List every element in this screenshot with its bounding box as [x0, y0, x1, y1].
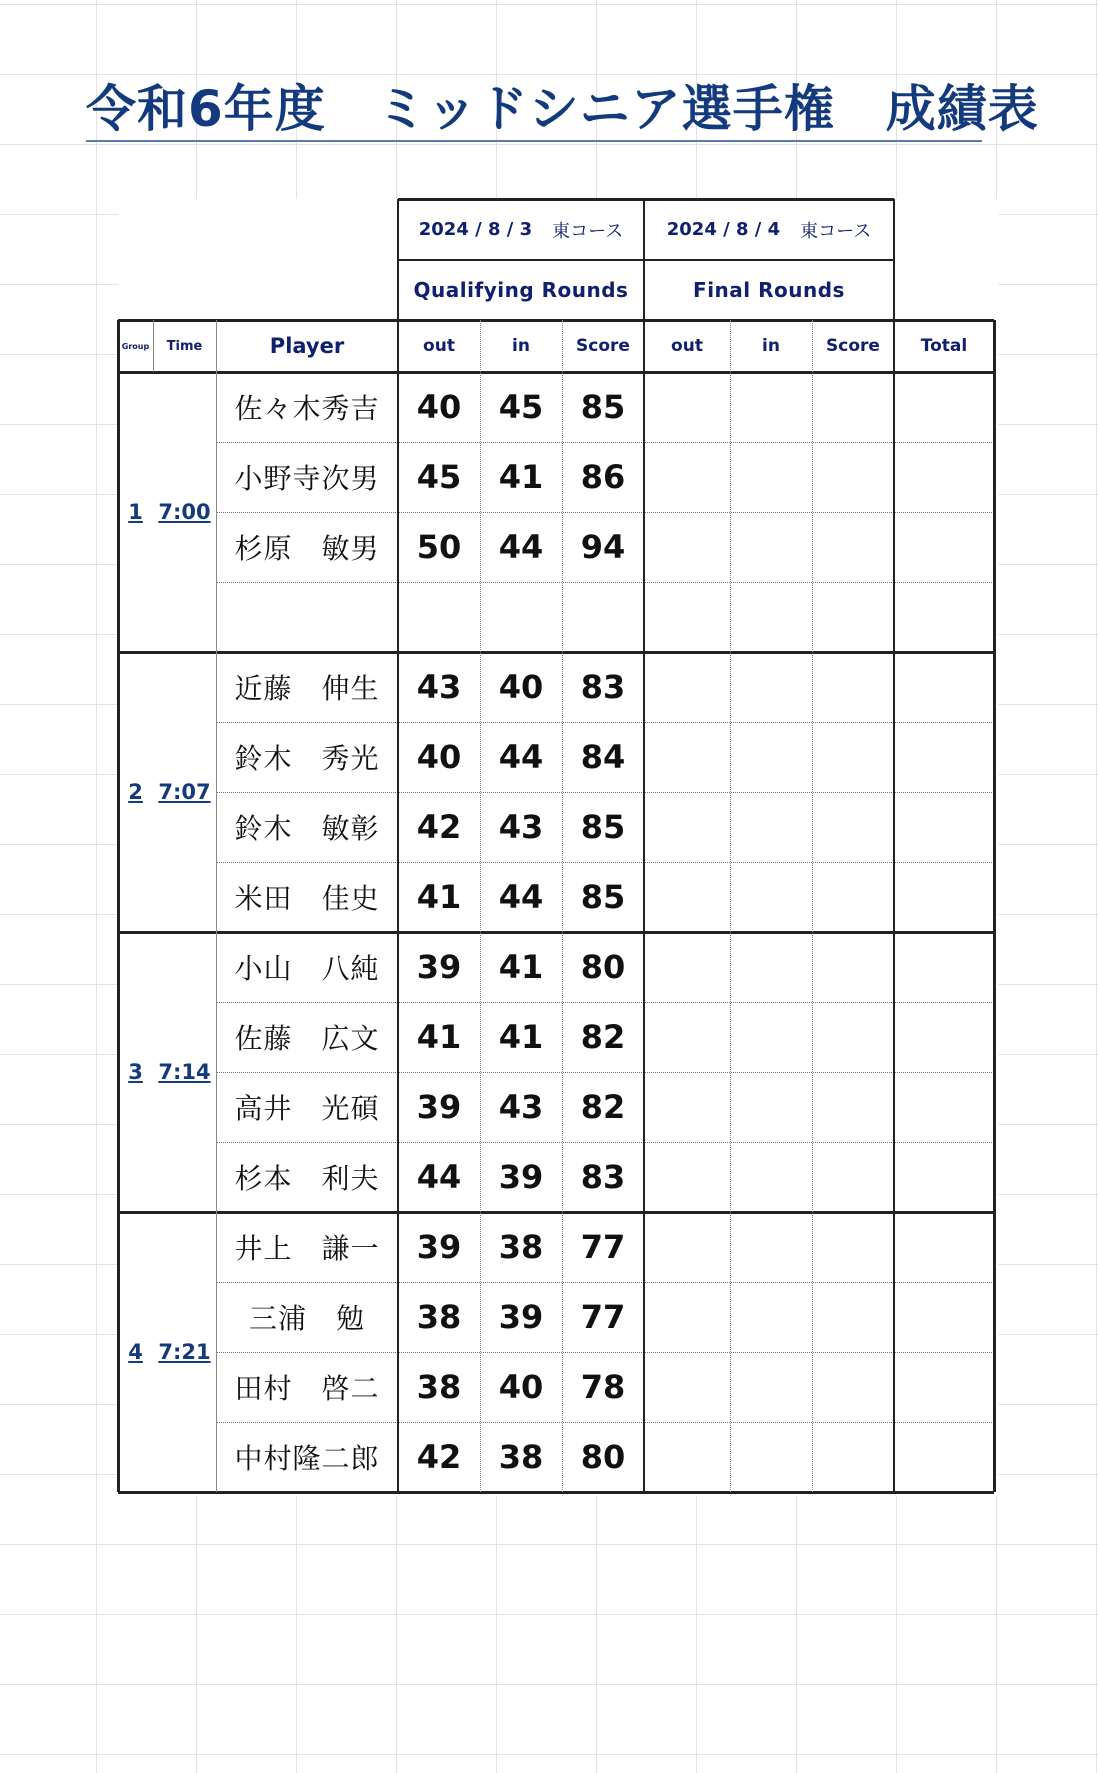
final-out-score — [644, 442, 730, 512]
player-name: 杉原 敏男 — [234, 532, 380, 565]
qualifying-total-score: 80 — [580, 948, 626, 986]
qualifying-out-score: 44 — [416, 1158, 462, 1196]
final-in-score — [730, 1212, 812, 1282]
final-in-score — [730, 792, 812, 862]
qualifying-in-score: 38 — [498, 1228, 544, 1266]
qualifying-out-score: 45 — [416, 458, 462, 496]
group-number: 2 — [128, 780, 143, 804]
qualifying-out-score: 40 — [416, 738, 462, 776]
final-in-score — [730, 932, 812, 1002]
qualifying-total-score: 77 — [580, 1228, 626, 1266]
grand-total — [894, 1142, 994, 1212]
grid-line — [643, 199, 645, 1492]
grid-line — [117, 320, 120, 1492]
grand-total — [894, 1212, 994, 1282]
final-total-score — [812, 372, 894, 442]
grand-total — [894, 1352, 994, 1422]
qualifying-total-score: 80 — [580, 1438, 626, 1476]
qualifying-total-score: 86 — [580, 458, 626, 496]
grid-line — [118, 319, 994, 322]
final-out-score — [644, 652, 730, 722]
final-total-score — [812, 862, 894, 932]
qualifying-in-score: 40 — [498, 668, 544, 706]
final-out-score — [644, 1142, 730, 1212]
tee-time: 7:07 — [158, 780, 211, 804]
player-name: 田村 啓二 — [234, 1372, 380, 1405]
player-name: 小野寺次男 — [234, 462, 380, 495]
player-name: 近藤 伸生 — [234, 672, 380, 705]
qualifying-out-score: 38 — [416, 1368, 462, 1406]
final-out-score — [644, 1422, 730, 1492]
qualifying-total-score: 84 — [580, 738, 626, 776]
final-total-score — [812, 1352, 894, 1422]
qualifying-total-score: 85 — [580, 878, 626, 916]
grand-total — [894, 652, 994, 722]
player-name: 小山 八純 — [234, 952, 380, 985]
qualifying-total-score: 83 — [580, 1158, 626, 1196]
score-table — [118, 199, 998, 1496]
grid-line — [398, 198, 894, 201]
grid-line — [118, 1491, 994, 1494]
grand-total — [894, 582, 994, 652]
qualifying-score-header: Score — [576, 336, 630, 356]
final-in-score — [730, 1282, 812, 1352]
grid-line — [216, 320, 217, 1492]
final-in-score — [730, 1422, 812, 1492]
final-total-score — [812, 722, 894, 792]
final-date: 2024 / 8 / 4 — [666, 219, 781, 240]
grid-line — [893, 199, 895, 1492]
qualifying-out-score: 38 — [416, 1298, 462, 1336]
final-out-score — [644, 1072, 730, 1142]
grand-total — [894, 722, 994, 792]
qualifying-total-score: 85 — [580, 808, 626, 846]
grand-total — [894, 372, 994, 442]
final-total-score — [812, 512, 894, 582]
final-total-score — [812, 1212, 894, 1282]
qualifying-in-score: 44 — [498, 738, 544, 776]
final-total-score — [812, 1422, 894, 1492]
grid-line — [216, 582, 994, 583]
qualifying-total-score: 83 — [580, 668, 626, 706]
grand-total — [894, 1072, 994, 1142]
final-total-score — [812, 1282, 894, 1352]
grid-line — [216, 512, 994, 513]
final-out-score — [644, 582, 730, 652]
final-out-score — [644, 1002, 730, 1072]
final-in-score — [730, 1002, 812, 1072]
grand-total — [894, 792, 994, 862]
qualifying-date-header — [398, 199, 644, 260]
qualifying-total-score — [562, 582, 644, 652]
grid-line — [216, 862, 994, 863]
final-in-score — [730, 1142, 812, 1212]
qualifying-out-score: 41 — [416, 878, 462, 916]
player-name: 鈴木 敏彰 — [234, 812, 380, 845]
final-out-score — [644, 792, 730, 862]
grid-line — [216, 1002, 994, 1003]
group-number: 4 — [128, 1340, 143, 1364]
qualifying-out-score: 50 — [416, 528, 462, 566]
qualifying-in-score: 41 — [498, 948, 544, 986]
qualifying-out-score: 39 — [416, 948, 462, 986]
qualifying-out-score: 42 — [416, 808, 462, 846]
grid-line — [216, 1352, 994, 1353]
final-in-score — [730, 372, 812, 442]
grand-total — [894, 1002, 994, 1072]
qualifying-in-score — [480, 582, 562, 652]
qualifying-out-score: 41 — [416, 1018, 462, 1056]
qualifying-in-score: 38 — [498, 1438, 544, 1476]
grid-line — [118, 371, 994, 374]
final-course: 東コース — [800, 220, 872, 242]
grid-line — [216, 1422, 994, 1423]
final-in-score — [730, 862, 812, 932]
qualifying-in-score: 40 — [498, 1368, 544, 1406]
qualifying-out-score: 42 — [416, 1438, 462, 1476]
final-in-score — [730, 512, 812, 582]
final-total-score — [812, 442, 894, 512]
page-title: 令和6年度 ミッドシニア選手権 成績表 — [86, 78, 982, 142]
final-in-score — [730, 442, 812, 512]
final-out-score — [644, 1282, 730, 1352]
grid-line — [397, 199, 399, 1492]
tee-time: 7:00 — [158, 500, 211, 524]
player-name: 中村隆二郎 — [234, 1442, 380, 1475]
qualifying-in-score: 44 — [498, 878, 544, 916]
qualifying-date: 2024 / 8 / 3 — [418, 219, 533, 240]
player-name: 高井 光碩 — [234, 1092, 380, 1125]
qualifying-total-score: 82 — [580, 1088, 626, 1126]
qualifying-out-score: 39 — [416, 1088, 462, 1126]
qualifying-out-header: out — [423, 336, 455, 356]
grid-line — [216, 1072, 994, 1073]
tee-time: 7:21 — [158, 1340, 211, 1364]
grid-line — [993, 320, 996, 1492]
grid-line — [216, 1142, 994, 1143]
grand-total — [894, 512, 994, 582]
qualifying-in-score: 39 — [498, 1298, 544, 1336]
grid-line — [398, 259, 894, 261]
grid-line — [812, 320, 813, 1492]
final-total-score — [812, 1072, 894, 1142]
qualifying-total-score: 77 — [580, 1298, 626, 1336]
final-in-score — [730, 652, 812, 722]
player-name — [216, 582, 398, 652]
final-in-score — [730, 582, 812, 652]
qualifying-in-score: 43 — [498, 808, 544, 846]
grid-line — [480, 320, 481, 1492]
player-name: 佐々木秀吉 — [234, 392, 380, 425]
final-score-header: Score — [826, 336, 880, 356]
player-name: 米田 佳史 — [234, 882, 380, 915]
final-in-score — [730, 722, 812, 792]
final-total-score — [812, 932, 894, 1002]
qualifying-in-score: 41 — [498, 458, 544, 496]
qualifying-total-score: 85 — [580, 388, 626, 426]
final-out-score — [644, 372, 730, 442]
grand-total — [894, 932, 994, 1002]
group-column-header: Group — [121, 341, 150, 351]
final-total-score — [812, 582, 894, 652]
grand-total — [894, 442, 994, 512]
qualifying-in-score: 41 — [498, 1018, 544, 1056]
grand-total — [894, 1422, 994, 1492]
player-name: 井上 謙一 — [234, 1232, 380, 1265]
qualifying-out-score: 39 — [416, 1228, 462, 1266]
final-out-score — [644, 722, 730, 792]
final-out-score — [644, 932, 730, 1002]
grid-line — [216, 1282, 994, 1283]
qualifying-in-score: 45 — [498, 388, 544, 426]
final-rounds-label: Final Rounds — [693, 278, 845, 302]
final-in-score — [730, 1352, 812, 1422]
qualifying-in-score: 43 — [498, 1088, 544, 1126]
player-name: 佐藤 広文 — [234, 1022, 380, 1055]
final-total-score — [812, 652, 894, 722]
grand-total — [894, 862, 994, 932]
group-number: 3 — [128, 1060, 143, 1084]
player-name: 三浦 勉 — [248, 1302, 365, 1335]
player-column-header: Player — [269, 334, 345, 358]
grid-line — [216, 722, 994, 723]
grand-total — [894, 1282, 994, 1352]
qualifying-total-score: 82 — [580, 1018, 626, 1056]
final-out-header: out — [671, 336, 703, 356]
qualifying-course: 東コース — [552, 220, 624, 242]
player-name: 杉本 利夫 — [234, 1162, 380, 1195]
final-out-score — [644, 1352, 730, 1422]
qualifying-out-score: 40 — [416, 388, 462, 426]
final-in-score — [730, 1072, 812, 1142]
qualifying-in-score: 44 — [498, 528, 544, 566]
grid-line — [216, 792, 994, 793]
total-column-header: Total — [920, 336, 968, 356]
qualifying-total-score: 78 — [580, 1368, 626, 1406]
qualifying-rounds-label: Qualifying Rounds — [413, 278, 629, 302]
qualifying-total-score: 94 — [580, 528, 626, 566]
final-date-header — [644, 199, 894, 260]
grid-line — [562, 320, 563, 1492]
qualifying-out-score — [398, 582, 480, 652]
final-total-score — [812, 1142, 894, 1212]
qualifying-in-score: 39 — [498, 1158, 544, 1196]
qualifying-out-score: 43 — [416, 668, 462, 706]
final-total-score — [812, 792, 894, 862]
final-in-header: in — [762, 336, 780, 356]
grid-line — [730, 320, 731, 1492]
final-out-score — [644, 1212, 730, 1282]
tee-time: 7:14 — [158, 1060, 211, 1084]
final-total-score — [812, 1002, 894, 1072]
grid-line — [153, 320, 154, 372]
player-name: 鈴木 秀光 — [234, 742, 380, 775]
final-out-score — [644, 512, 730, 582]
time-column-header: Time — [166, 338, 203, 354]
group-number: 1 — [128, 500, 143, 524]
final-out-score — [644, 862, 730, 932]
qualifying-in-header: in — [512, 336, 530, 356]
grid-line — [216, 442, 994, 443]
